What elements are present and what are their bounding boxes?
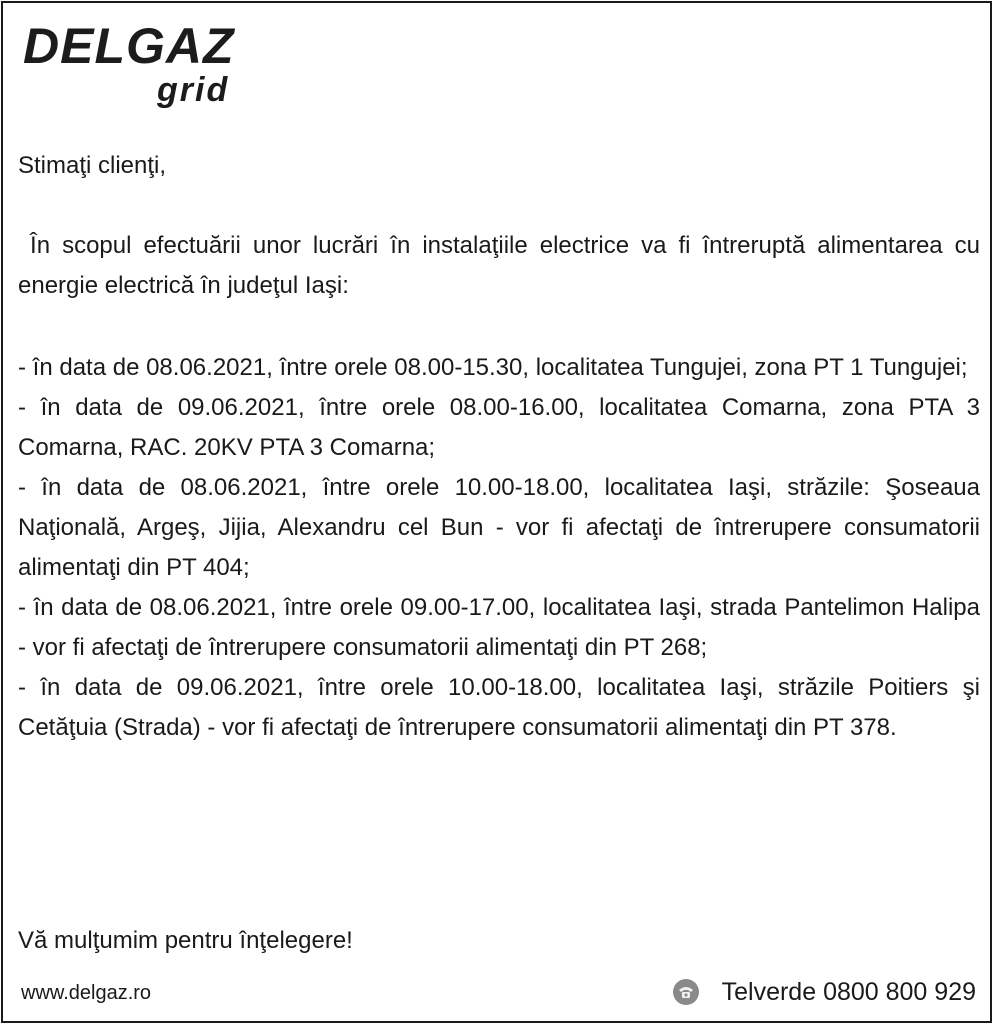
- thanks-line: Vă mulţumim pentru înţelegere!: [18, 927, 353, 954]
- outage-item: - în data de 08.06.2021, între orele 09.00-17.00, localitatea Iaşi, strada Pantelimon Halipa - vor fi afectaţi de întrerupere consumatorii alimentaţi din PT 268;: [18, 594, 980, 661]
- outage-item: - în data de 09.06.2021, între orele 08.00-16.00, localitatea Comarna, zona PTA 3 Comarna, RAC. 20KV PTA 3 Comarna;: [18, 394, 980, 461]
- outage-item: - în data de 08.06.2021, între orele 08.00-15.30, localitatea Tungujei, zona PT 1 Tungujei;: [18, 354, 968, 381]
- greeting: Stimaţi clienţi,: [18, 152, 167, 179]
- intro-paragraph: [18, 226, 980, 306]
- outage-item: - în data de 08.06.2021, între orele 10.00-18.00, localitatea Iaşi, străzile: Şoseaua Naţională, Argeş, Jijia, Alexandru cel Bun - vor fi afectaţi de întrerupere consumatorii alimentaţi din PT 404;: [18, 474, 980, 581]
- intro-text: În scopul efectuării unor lucrări în instalaţiile electrice va fi întreruptă alimentarea cu energie electrică în judeţul Iaşi:: [18, 232, 981, 299]
- outage-list: [18, 348, 980, 748]
- notice-frame: [1, 1, 992, 1023]
- logo-sub: grid: [157, 71, 230, 109]
- hotline-text: Telverde 0800 800 929: [721, 978, 976, 1006]
- logo-brand: DELGAZ: [23, 18, 235, 74]
- outage-item: - în data de 09.06.2021, între orele 10.00-18.00, localitatea Iaşi, străzile Poitiers şi Cetăţuia (Strada) - vor fi afectaţi de întrerupere consumatorii alimentaţi din PT 378.: [18, 674, 980, 741]
- hotline: [672, 975, 976, 1009]
- telephone-icon: [672, 978, 700, 1006]
- website-link[interactable]: www.delgaz.ro: [21, 982, 152, 1004]
- delgaz-grid-logo: [23, 18, 263, 111]
